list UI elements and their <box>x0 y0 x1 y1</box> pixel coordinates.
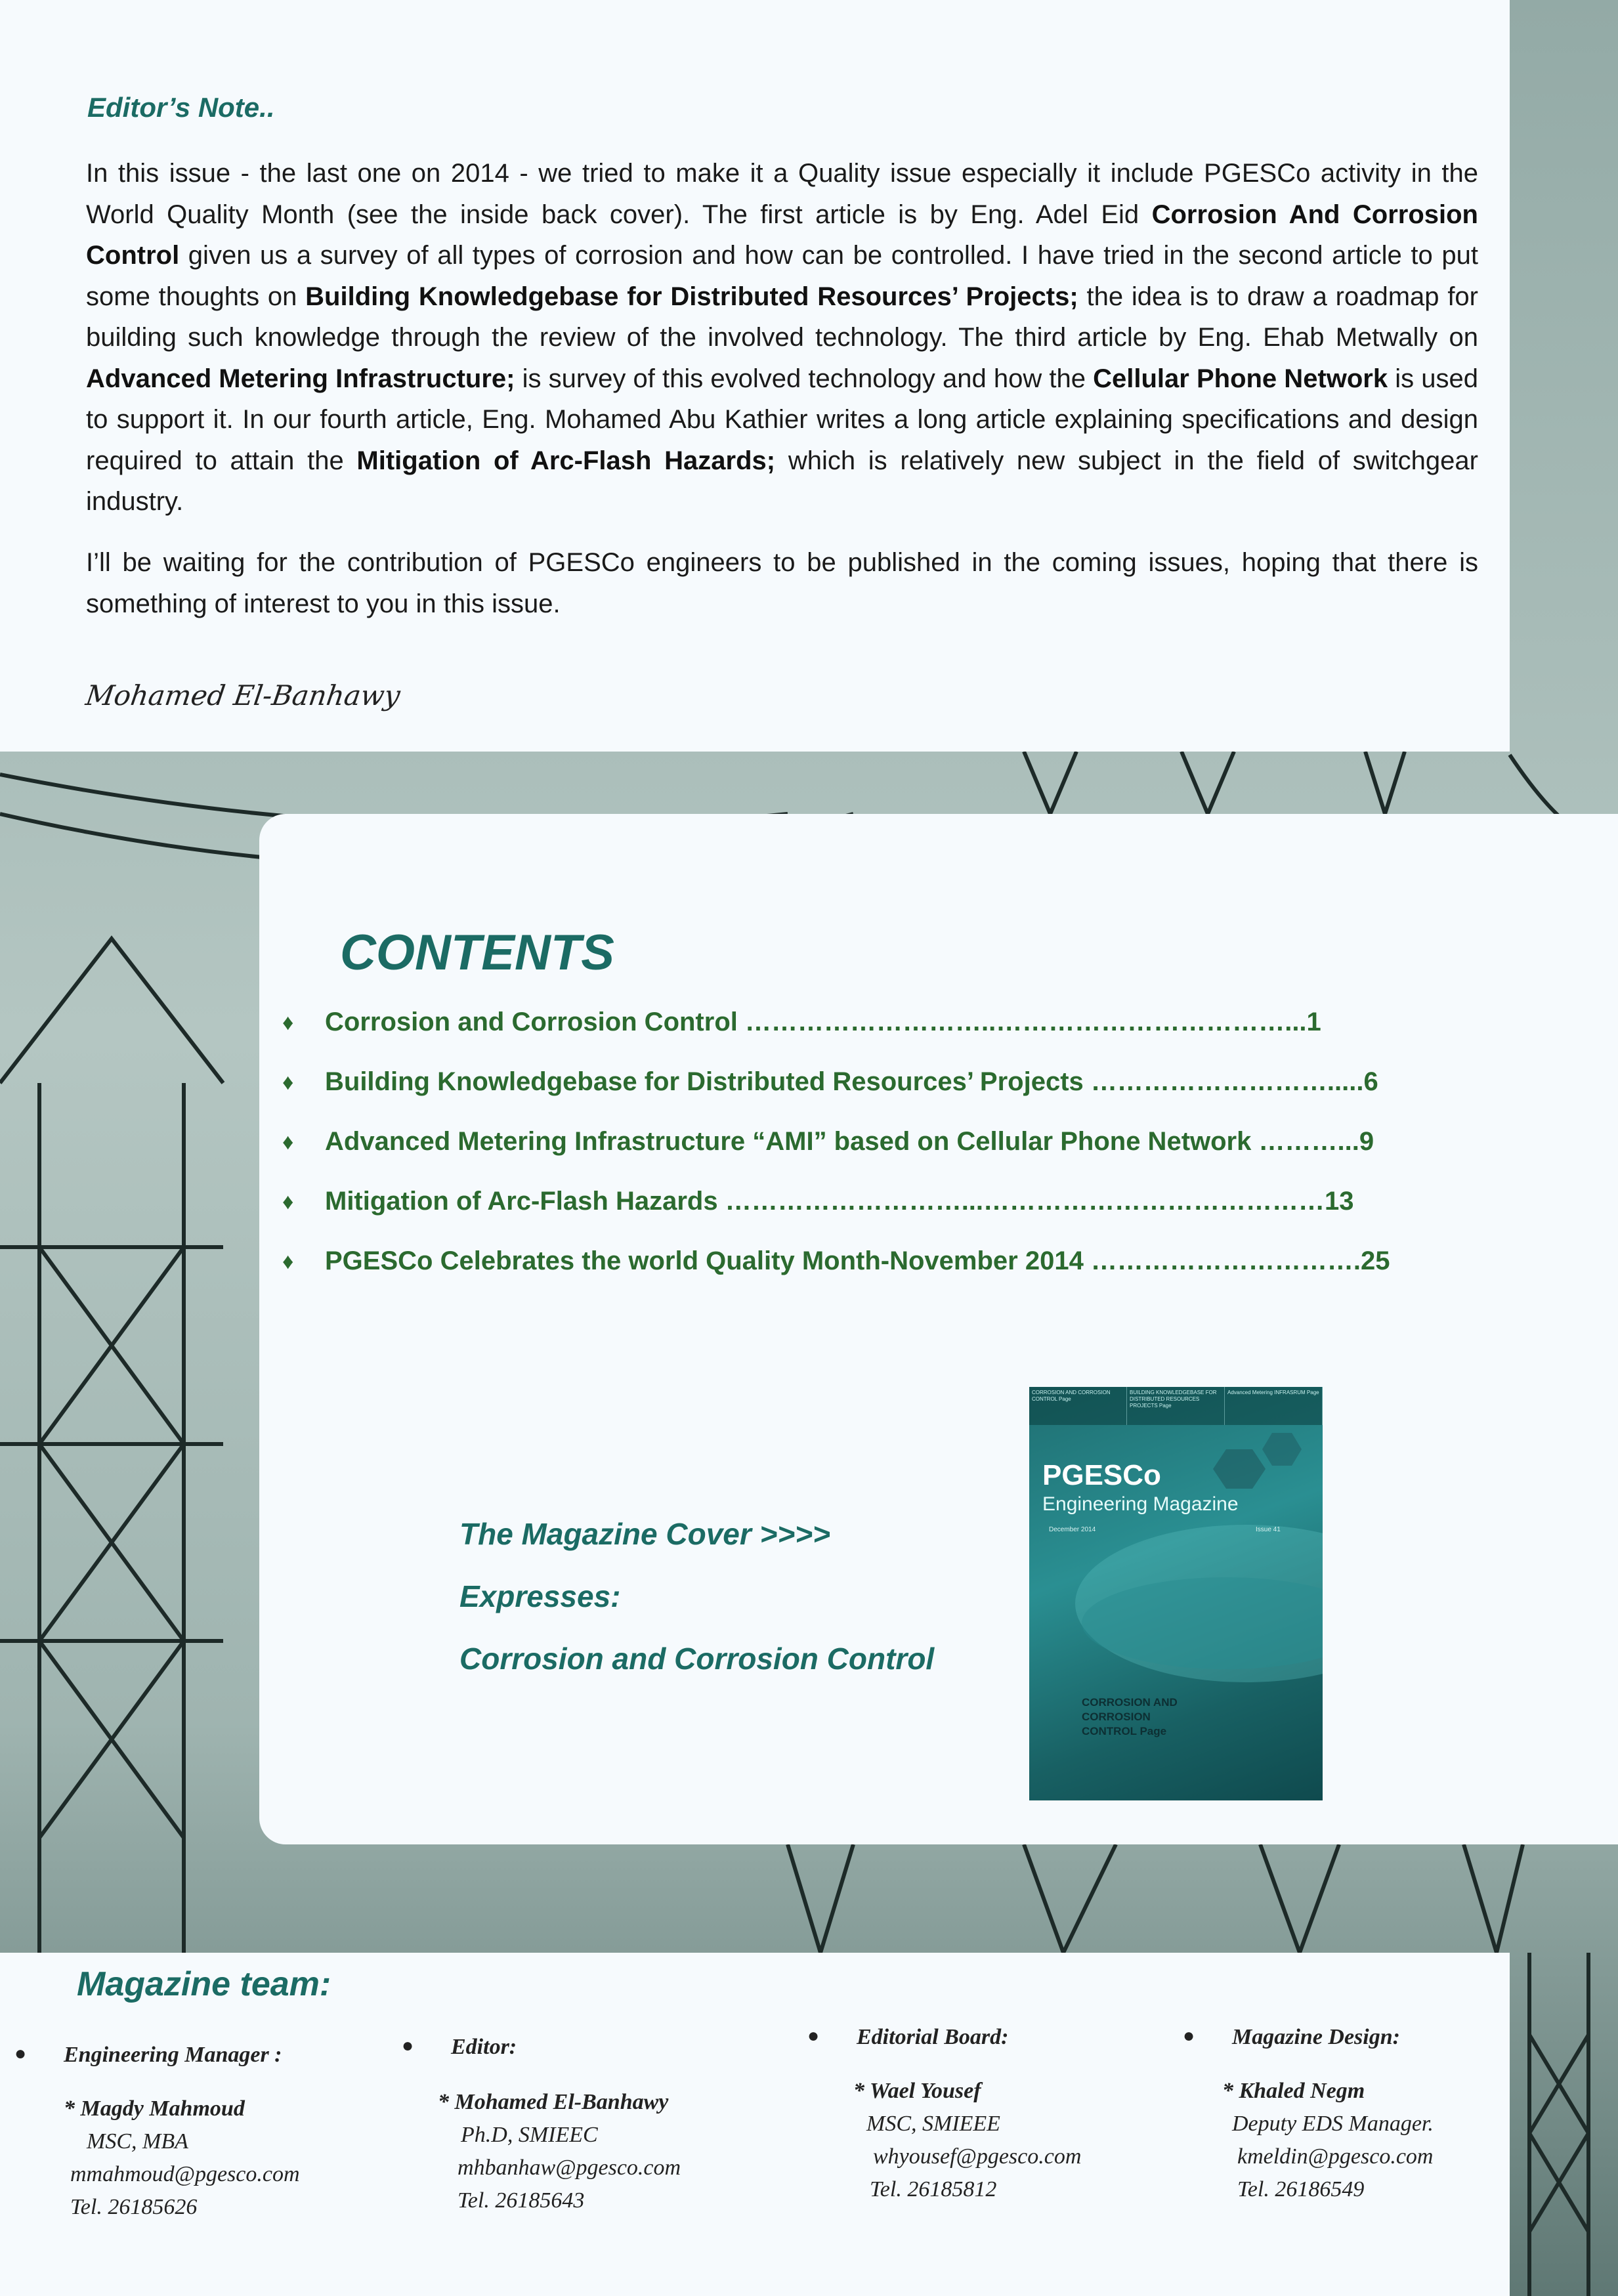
toc-item-label: PGESCo Celebrates the world Quality Month-November 2014 ………………………….25 <box>325 1246 1390 1275</box>
table-of-contents <box>282 1008 1510 1306</box>
bold-text-run: Building Knowledgebase for Distributed Resources’ Projects; <box>305 282 1078 311</box>
team-member-tel: Tel. 26185626 <box>70 2195 198 2219</box>
team-role: Engineering Manager : <box>64 2043 282 2067</box>
diamond-bullet-icon: ♦ <box>282 1070 294 1095</box>
team-member-title: MSC, SMIEEE <box>866 2112 1000 2136</box>
team-role: Magazine Design: <box>1232 2025 1400 2049</box>
bold-text-run: Cellular Phone Network <box>1093 364 1388 393</box>
editor-note-title: Editor’s Note.. <box>87 92 275 123</box>
team-member-engineering-manager <box>14 2043 382 2292</box>
team-member-magazine-design <box>1183 2025 1498 2274</box>
toc-item-label: Corrosion and Corrosion Control ………………………..……………………………...1 <box>325 1008 1321 1036</box>
toc-item[interactable] <box>282 1127 1510 1187</box>
team-member-email: mmahmoud@pgesco.com <box>70 2162 300 2186</box>
team-member-title: Deputy EDS Manager. <box>1232 2112 1434 2136</box>
team-member-title: Ph.D, SMIEEC <box>461 2123 598 2147</box>
team-member-editorial-board <box>807 2025 1175 2274</box>
diamond-bullet-icon: ♦ <box>282 1189 294 1214</box>
text-run: given us a survey of all types of corrosion and how can be controlled. I have tried in the second article to put some thoughts on <box>86 241 1478 311</box>
text-run: is survey of this evolved technology and how the <box>515 364 1094 393</box>
toc-item[interactable] <box>282 1187 1510 1246</box>
diamond-bullet-icon: ♦ <box>282 1130 294 1155</box>
toc-item[interactable] <box>282 1008 1510 1067</box>
team-member-email: mhbanhaw@pgesco.com <box>458 2156 681 2180</box>
bullet-icon: ● <box>402 2035 414 2056</box>
team-member-editor <box>402 2035 796 2284</box>
cover-subtitle: Engineering Magazine <box>1042 1493 1239 1515</box>
team-member-tel: Tel. 26185643 <box>458 2188 585 2213</box>
bold-text-run: Corrosion And Corrosion Control <box>86 200 1478 270</box>
cover-caption-line-1: The Magazine Cover >>>> <box>459 1517 831 1551</box>
bold-text-run: Advanced Metering Infrastructure; <box>86 364 515 393</box>
bullet-icon: ● <box>14 2043 27 2064</box>
toc-item[interactable] <box>282 1246 1510 1306</box>
cover-date: December 2014 <box>1049 1526 1096 1533</box>
diamond-bullet-icon: ♦ <box>282 1010 294 1035</box>
cover-feature-text <box>1082 1695 1178 1739</box>
magazine-cover-image <box>1029 1387 1323 1800</box>
cover-issue: Issue 41 <box>1256 1526 1281 1533</box>
diamond-bullet-icon: ♦ <box>282 1249 294 1274</box>
team-member-title: MSC, MBA <box>87 2129 188 2154</box>
editor-signature: Mohamed El-Banhawy <box>83 679 402 712</box>
toc-item-label: Mitigation of Arc-Flash Hazards ………………………...…………………………………13 <box>325 1187 1354 1216</box>
team-member-name: * Mohamed El-Banhawy <box>438 2090 669 2114</box>
text-run: In this issue - the last one on 2014 - we tried to make it a Quality issue especially it include PGESCo activity in the World Quality Month (see the inside back cover). The first article is by Eng. Adel Eid <box>86 159 1478 229</box>
toc-item-label: Advanced Metering Infrastructure “AMI” based on Cellular Phone Network ………...9 <box>325 1127 1374 1156</box>
team-member-name: * Wael Yousef <box>853 2079 981 2103</box>
bullet-icon: ● <box>1183 2025 1195 2047</box>
team-member-name: * Khaled Negm <box>1222 2079 1365 2103</box>
team-role: Editorial Board: <box>857 2025 1009 2049</box>
cover-strip-item: BUILDING KNOWLEDGEBASE FOR DISTRIBUTED RESOURCES PROJECTS Page <box>1127 1387 1225 1425</box>
text-run: the idea is to draw a roadmap for building such knowledge through the review of the involved technology. The third article by Eng. Ehab Metwally on <box>86 282 1478 352</box>
cover-feature-line: CORROSION <box>1082 1711 1151 1723</box>
team-role: Editor: <box>451 2035 517 2059</box>
cover-strip-item: CORROSION AND CORROSION CONTROL Page <box>1029 1387 1127 1425</box>
cover-title: PGESCo <box>1042 1459 1161 1491</box>
team-member-name: * Magdy Mahmoud <box>64 2096 245 2121</box>
team-title: Magazine team: <box>77 1965 331 2003</box>
cover-feature-line: CORROSION AND <box>1082 1696 1178 1709</box>
team-member-tel: Tel. 26186549 <box>1237 2177 1365 2201</box>
text-run: is used to support it. In our fourth article, Eng. Mohamed Abu Kathier writes a long article explaining specifications and design required to attain the <box>86 364 1478 475</box>
team-member-email: kmeldin@pgesco.com <box>1237 2144 1434 2169</box>
contents-title: CONTENTS <box>340 925 614 981</box>
toc-item[interactable] <box>282 1067 1510 1127</box>
team-member-tel: Tel. 26185812 <box>870 2177 997 2201</box>
cover-caption-line-3: Corrosion and Corrosion Control <box>459 1642 935 1676</box>
text-run: which is relatively new subject in the field of switchgear industry. <box>86 446 1478 516</box>
toc-item-label: Building Knowledgebase for Distributed Resources’ Projects ……………………….....6 <box>325 1067 1378 1096</box>
bold-text-run: Mitigation of Arc-Flash Hazards; <box>356 446 776 475</box>
cover-caption-line-2: Expresses: <box>459 1579 621 1613</box>
bullet-icon: ● <box>807 2025 820 2047</box>
editor-note-paragraph-2: I’ll be waiting for the contribution of PGESCo engineers to be published in the coming issues, hoping that there is something of interest to you in this issue. <box>86 548 1478 618</box>
editor-note-paragraph-1 <box>86 153 1478 522</box>
cover-feature-line: CONTROL Page <box>1082 1725 1167 1737</box>
team-member-email: whyousef@pgesco.com <box>873 2144 1082 2169</box>
cover-strip-item: Advanced Metering INFRASRUM Page <box>1225 1387 1323 1425</box>
